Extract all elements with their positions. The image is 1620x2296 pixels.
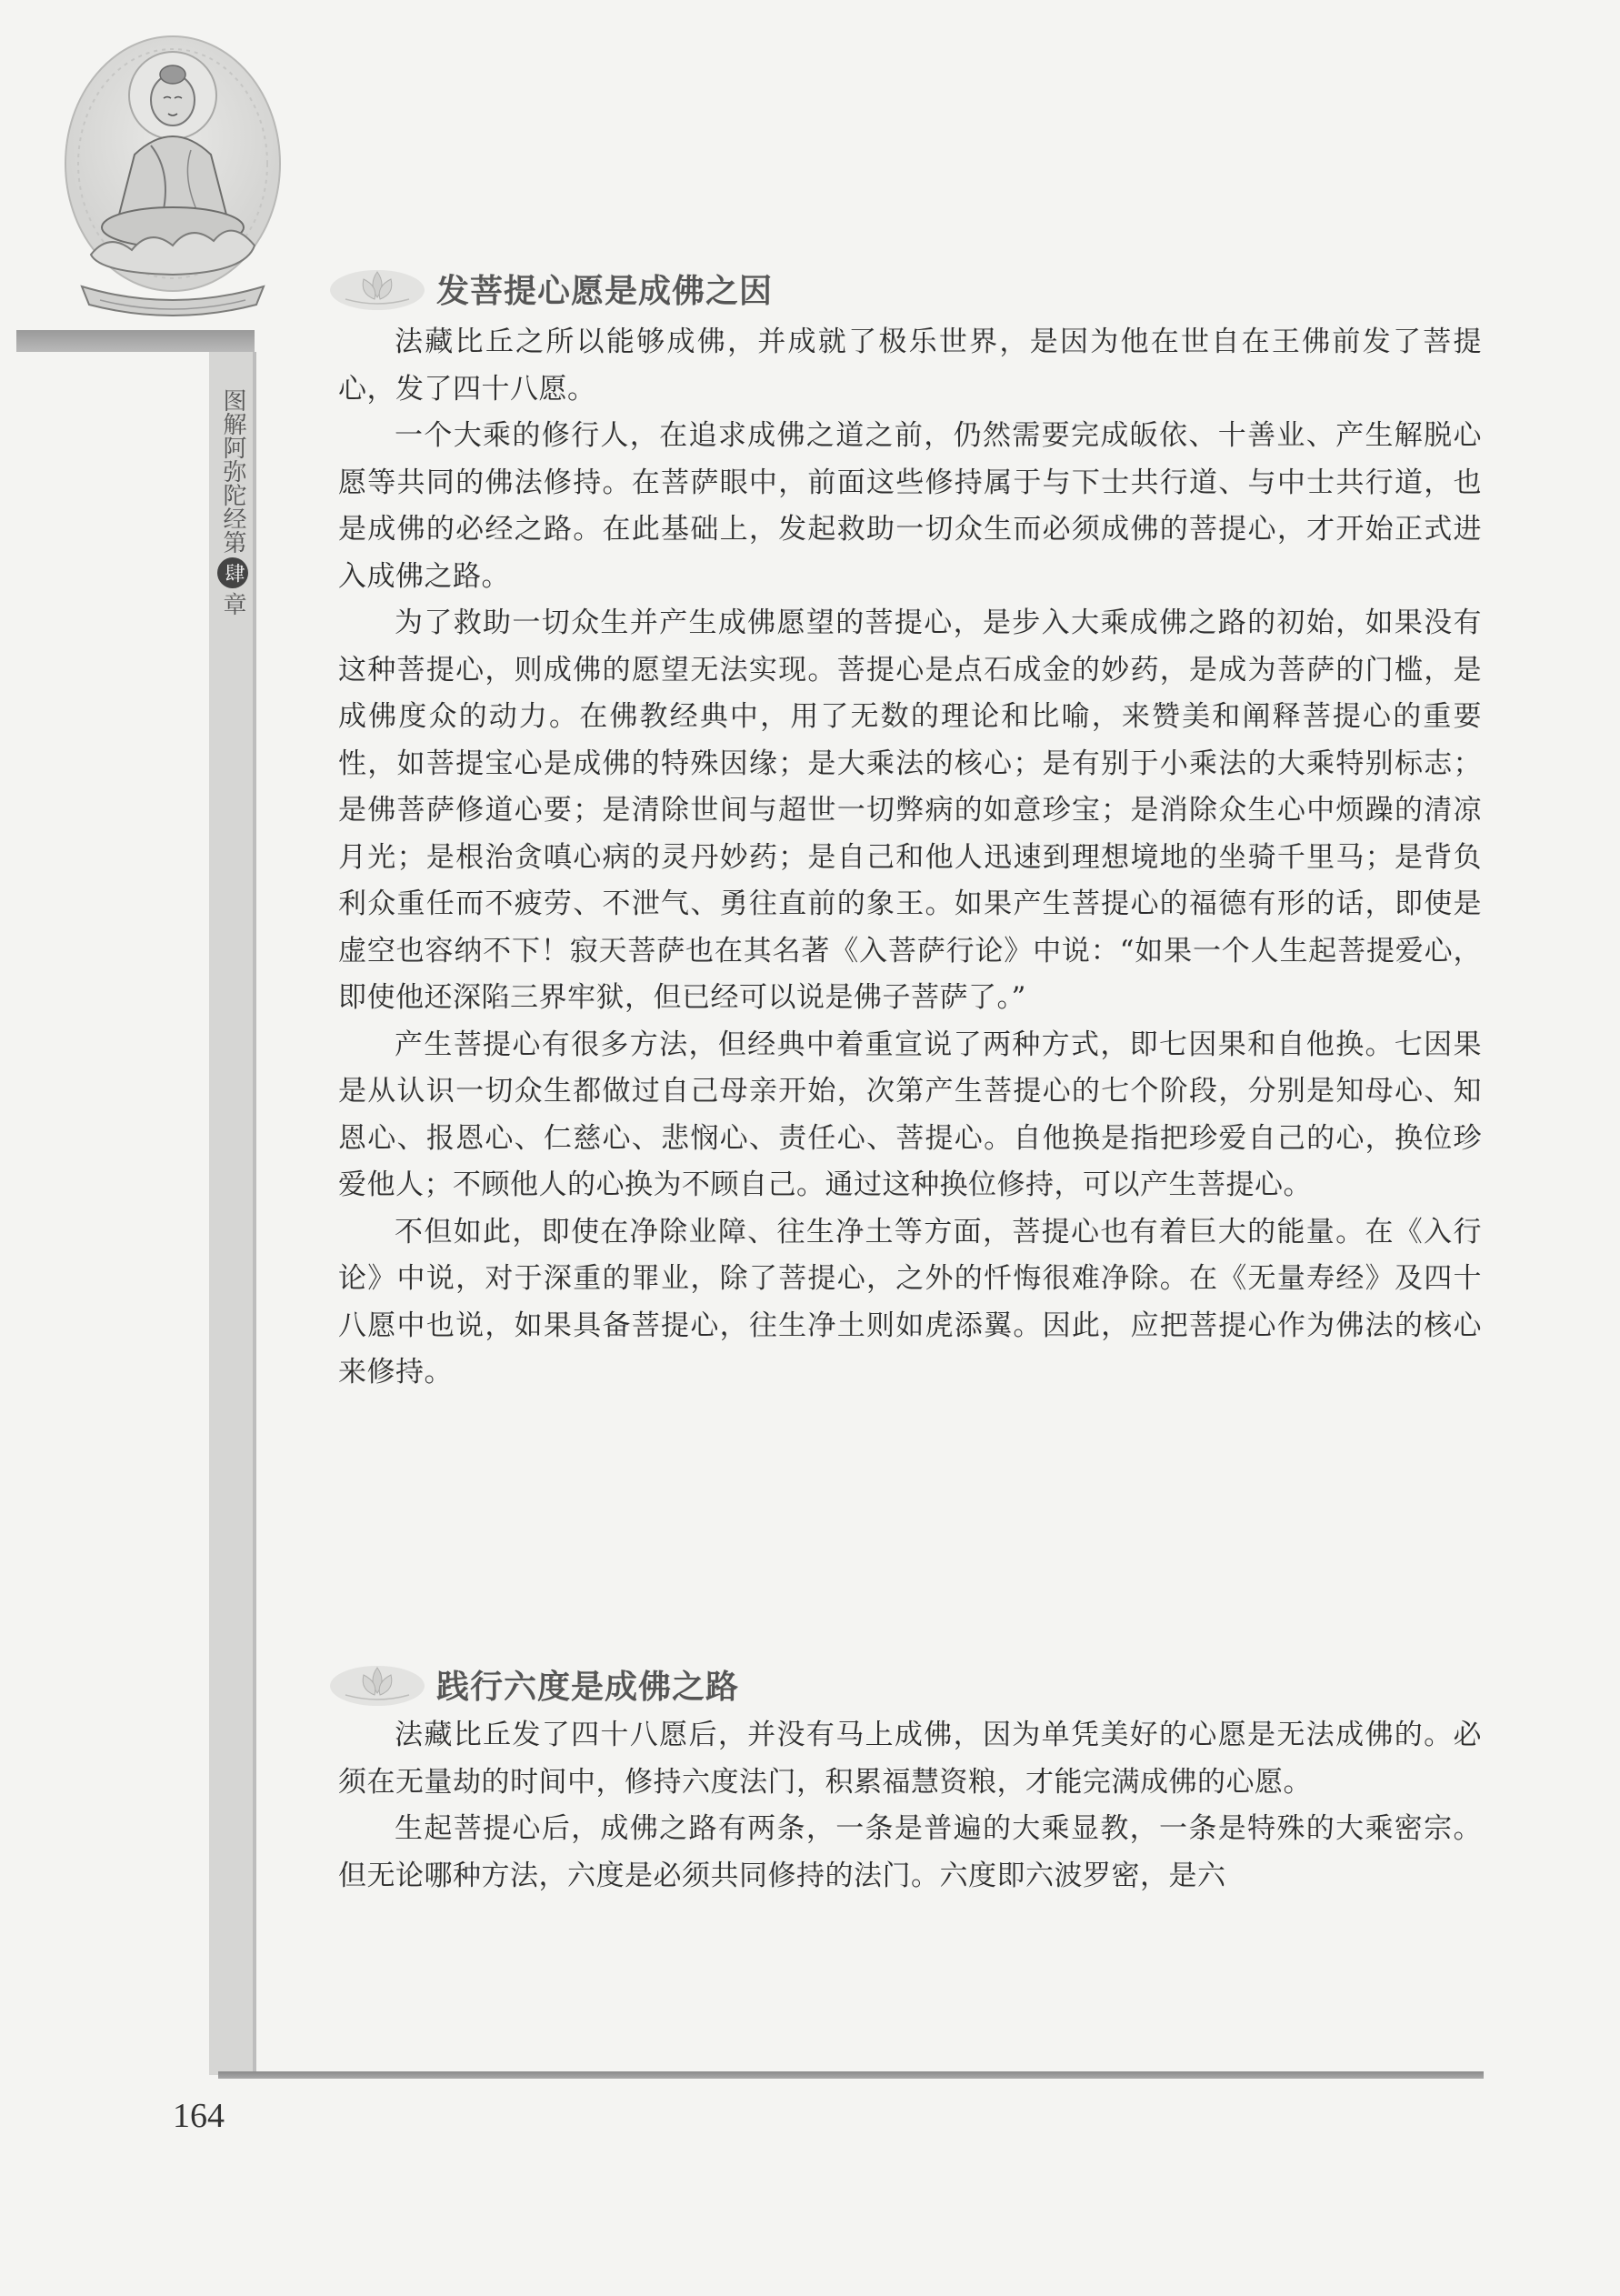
section-body (338, 319, 1482, 1397)
section-heading-text: 践行六度是成佛之路 (436, 1668, 740, 1706)
section-heading-text: 发菩提心愿是成佛之因 (436, 272, 774, 310)
section-heading (327, 1657, 739, 1711)
side-book-title (209, 388, 253, 616)
section-heading (327, 261, 773, 316)
top-rule (16, 330, 255, 352)
paragraph: 不但如此，即使在净除业障、往生净土等方面，菩提心也有着巨大的能量。在《入行论》中说，对于深重的罪业，除了菩提心，之外的忏悔很难净除。在《无量寿经》及四十八愿中也说，如果具备菩提心，往生净土则如虎添翼。因此，应把菩提心作为佛法的核心来修持。 (338, 1215, 1482, 1389)
side-title-char: 经 (219, 506, 246, 530)
paragraph: 一个大乘的修行人，在追求成佛之道之前，仍然需要完成皈依、十善业、产生解脱心愿等共同的佛法修持。在菩萨眼中，前面这些修持属于与下士共行道、与中士共行道，也是成佛的必经之路。在此基础上，发起救助一切众生而必须成佛的菩提心，才开始正式进入成佛之路。 (338, 419, 1482, 593)
lotus-ornament-icon (327, 1659, 427, 1709)
chapter-prefix: 第 (219, 530, 246, 554)
side-title-char: 陀 (219, 483, 246, 506)
side-band (209, 352, 256, 2075)
section-body (338, 1712, 1482, 1900)
buddha-illustration (55, 27, 291, 327)
paragraph: 为了救助一切众生并产生成佛愿望的菩提心，是步入大乘成佛之路的初始，如果没有这种菩提心，则成佛的愿望无法实现。菩提心是点石成金的妙药，是成为菩萨的门槛，是成佛度众的动力。在佛教经典中，用了无数的理论和比喻，来赞美和阐释菩提心的重要性，如菩提宝心是成佛的特殊因缘；是大乘法的核心；是有别于小乘法的大乘特别标志；是佛菩萨修道心要；是清除世间与超世一切弊病的如意珍宝；是消除众生心中烦躁的清凉月光；是根治贪嗔心病的灵丹妙药；是自己和他人迅速到理想境地的坐骑千里马；是背负利众重任而不疲劳、不泄气、勇往直前的象王。如果产生菩提心的福德有形的话，即使是虚空也容纳不下！寂天菩萨也在其名著《入菩萨行论》中说：“如果一个人生起菩提爱心，即使他还深陷三界牢狱，但已经可以说是佛子菩萨了。” (338, 607, 1482, 1014)
paragraph: 法藏比丘发了四十八愿后，并没有马上成佛，因为单凭美好的心愿是无法成佛的。必须在无量劫的时间中，修持六度法门，积累福慧资粮，才能完满成佛的心愿。 (338, 1719, 1482, 1799)
side-title-char: 弥 (219, 459, 246, 483)
chapter-suffix: 章 (219, 592, 246, 616)
side-title-char: 图 (219, 388, 246, 412)
bottom-rule (218, 2071, 1484, 2079)
lotus-ornament-icon (327, 263, 427, 314)
side-title-char: 解 (219, 412, 246, 436)
paragraph: 法藏比丘之所以能够成佛，并成就了极乐世界，是因为他在世自在王佛前发了菩提心，发了四十八愿。 (338, 326, 1482, 406)
paragraph: 产生菩提心有很多方法，但经典中着重宣说了两种方式，即七因果和自他换。七因果是从认识一切众生都做过自己母亲开始，次第产生菩提心的七个阶段，分别是知母心、知恩心、报恩心、仁慈心、悲悯心、责任心、菩提心。自他换是指把珍爱自己的心，换位珍爱他人；不顾他人的心换为不顾自己。通过这种换位修持，可以产生菩提心。 (338, 1028, 1482, 1201)
side-title-char: 阿 (219, 436, 246, 459)
page-number: 164 (173, 2097, 225, 2135)
paragraph: 生起菩提心后，成佛之路有两条，一条是普遍的大乘显教，一条是特殊的大乘密宗。但无论哪种方法，六度是必须共同修持的法门。六度即六波罗密，是六 (338, 1812, 1482, 1892)
chapter-number-badge: 肆 (217, 557, 248, 588)
